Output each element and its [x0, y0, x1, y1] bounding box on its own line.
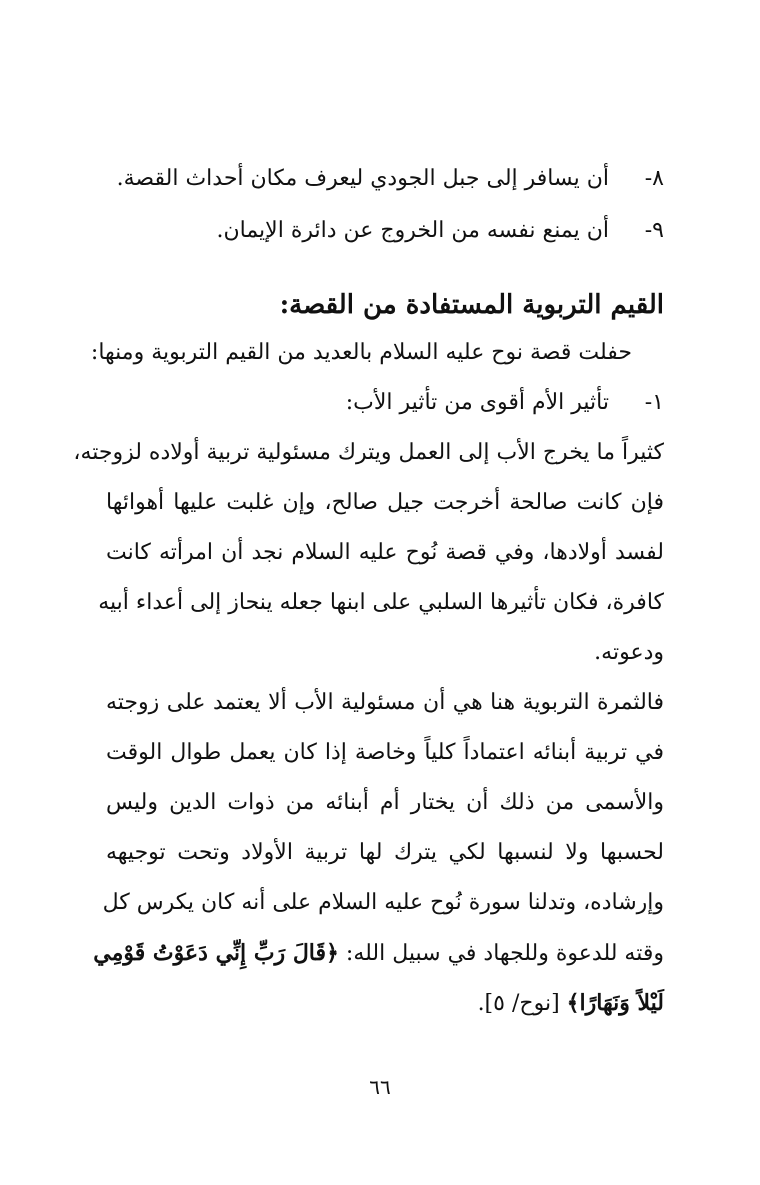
list-item-number: ٨- — [644, 166, 664, 191]
paragraph-2-line-7 — [0, 990, 664, 1016]
citation: [نوح/ ٥]. — [477, 991, 567, 1016]
section-heading: القيم التربوية المستفادة من القصة: — [279, 290, 664, 320]
quran-verse-part-2: لَيْلاً وَنَهَارًا﴾ — [566, 990, 664, 1016]
intro-line: حفلت قصة نوح عليه السلام بالعديد من القيم التربوية ومنها: — [90, 340, 632, 365]
paragraph-2-line-5: وإرشاده، وتدلنا سورة نُوح عليه السلام على أنه كان يكرس كل — [102, 890, 664, 915]
list-item-text: أن يمنع نفسه من الخروج عن دائرة الإيمان. — [216, 218, 609, 243]
paragraph-1-line-4: كافرة، فكان تأثيرها السلبي على ابنها جعله ينحاز إلى أعداء أبيه — [98, 590, 664, 615]
paragraph-2-line-4: لحسبها ولا لنسبها لكي يترك لها تربية الأولاد وتحت توجيهه — [106, 840, 664, 865]
list-item-8 — [0, 166, 664, 191]
paragraph-2-line-3: والأسمى من ذلك أن يختار أم أبنائه من ذوات الدين وليس — [106, 790, 664, 815]
value-item-1 — [0, 390, 664, 415]
paragraph-1-line-3: لفسد أولادها، وفي قصة نُوح عليه السلام نجد أن امرأته كانت — [106, 540, 664, 565]
paragraph-2-line-6 — [93, 940, 664, 966]
paragraph-1-line-5: ودعوته. — [594, 640, 664, 665]
paragraph-2-line-2: في تربية أبنائه اعتماداً كلياً وخاصة إذا كان يعمل طوال الوقت — [106, 740, 664, 765]
list-item-text: أن يسافر إلى جبل الجودي ليعرف مكان أحداث القصة. — [116, 166, 609, 191]
list-item-number: ٩- — [644, 218, 664, 243]
value-item-number: ١- — [644, 390, 664, 415]
page-number: ٦٦ — [369, 1075, 391, 1099]
paragraph-2-line-1: فالثمرة التربوية هنا هي أن مسئولية الأب ألا يعتمد على زوجته — [106, 690, 664, 715]
paragraph-1-line-2: فإن كانت صالحة أخرجت جيل صالح، وإن غلبت عليها أهوائها — [106, 490, 664, 515]
value-item-title: تأثير الأم أقوى من تأثير الأب: — [345, 390, 609, 415]
list-item-9 — [0, 218, 664, 243]
paragraph-1-line-1: كثيراً ما يخرج الأب إلى العمل ويترك مسئولية تربية أولاده لزوجته، — [73, 440, 664, 465]
last-line-prefix: وقته للدعوة وللجهاد في سبيل الله: — [338, 941, 664, 966]
quran-verse-part-1: ﴿قَالَ رَبِّ إِنِّي دَعَوْتُ قَوْمِي — [93, 940, 339, 966]
